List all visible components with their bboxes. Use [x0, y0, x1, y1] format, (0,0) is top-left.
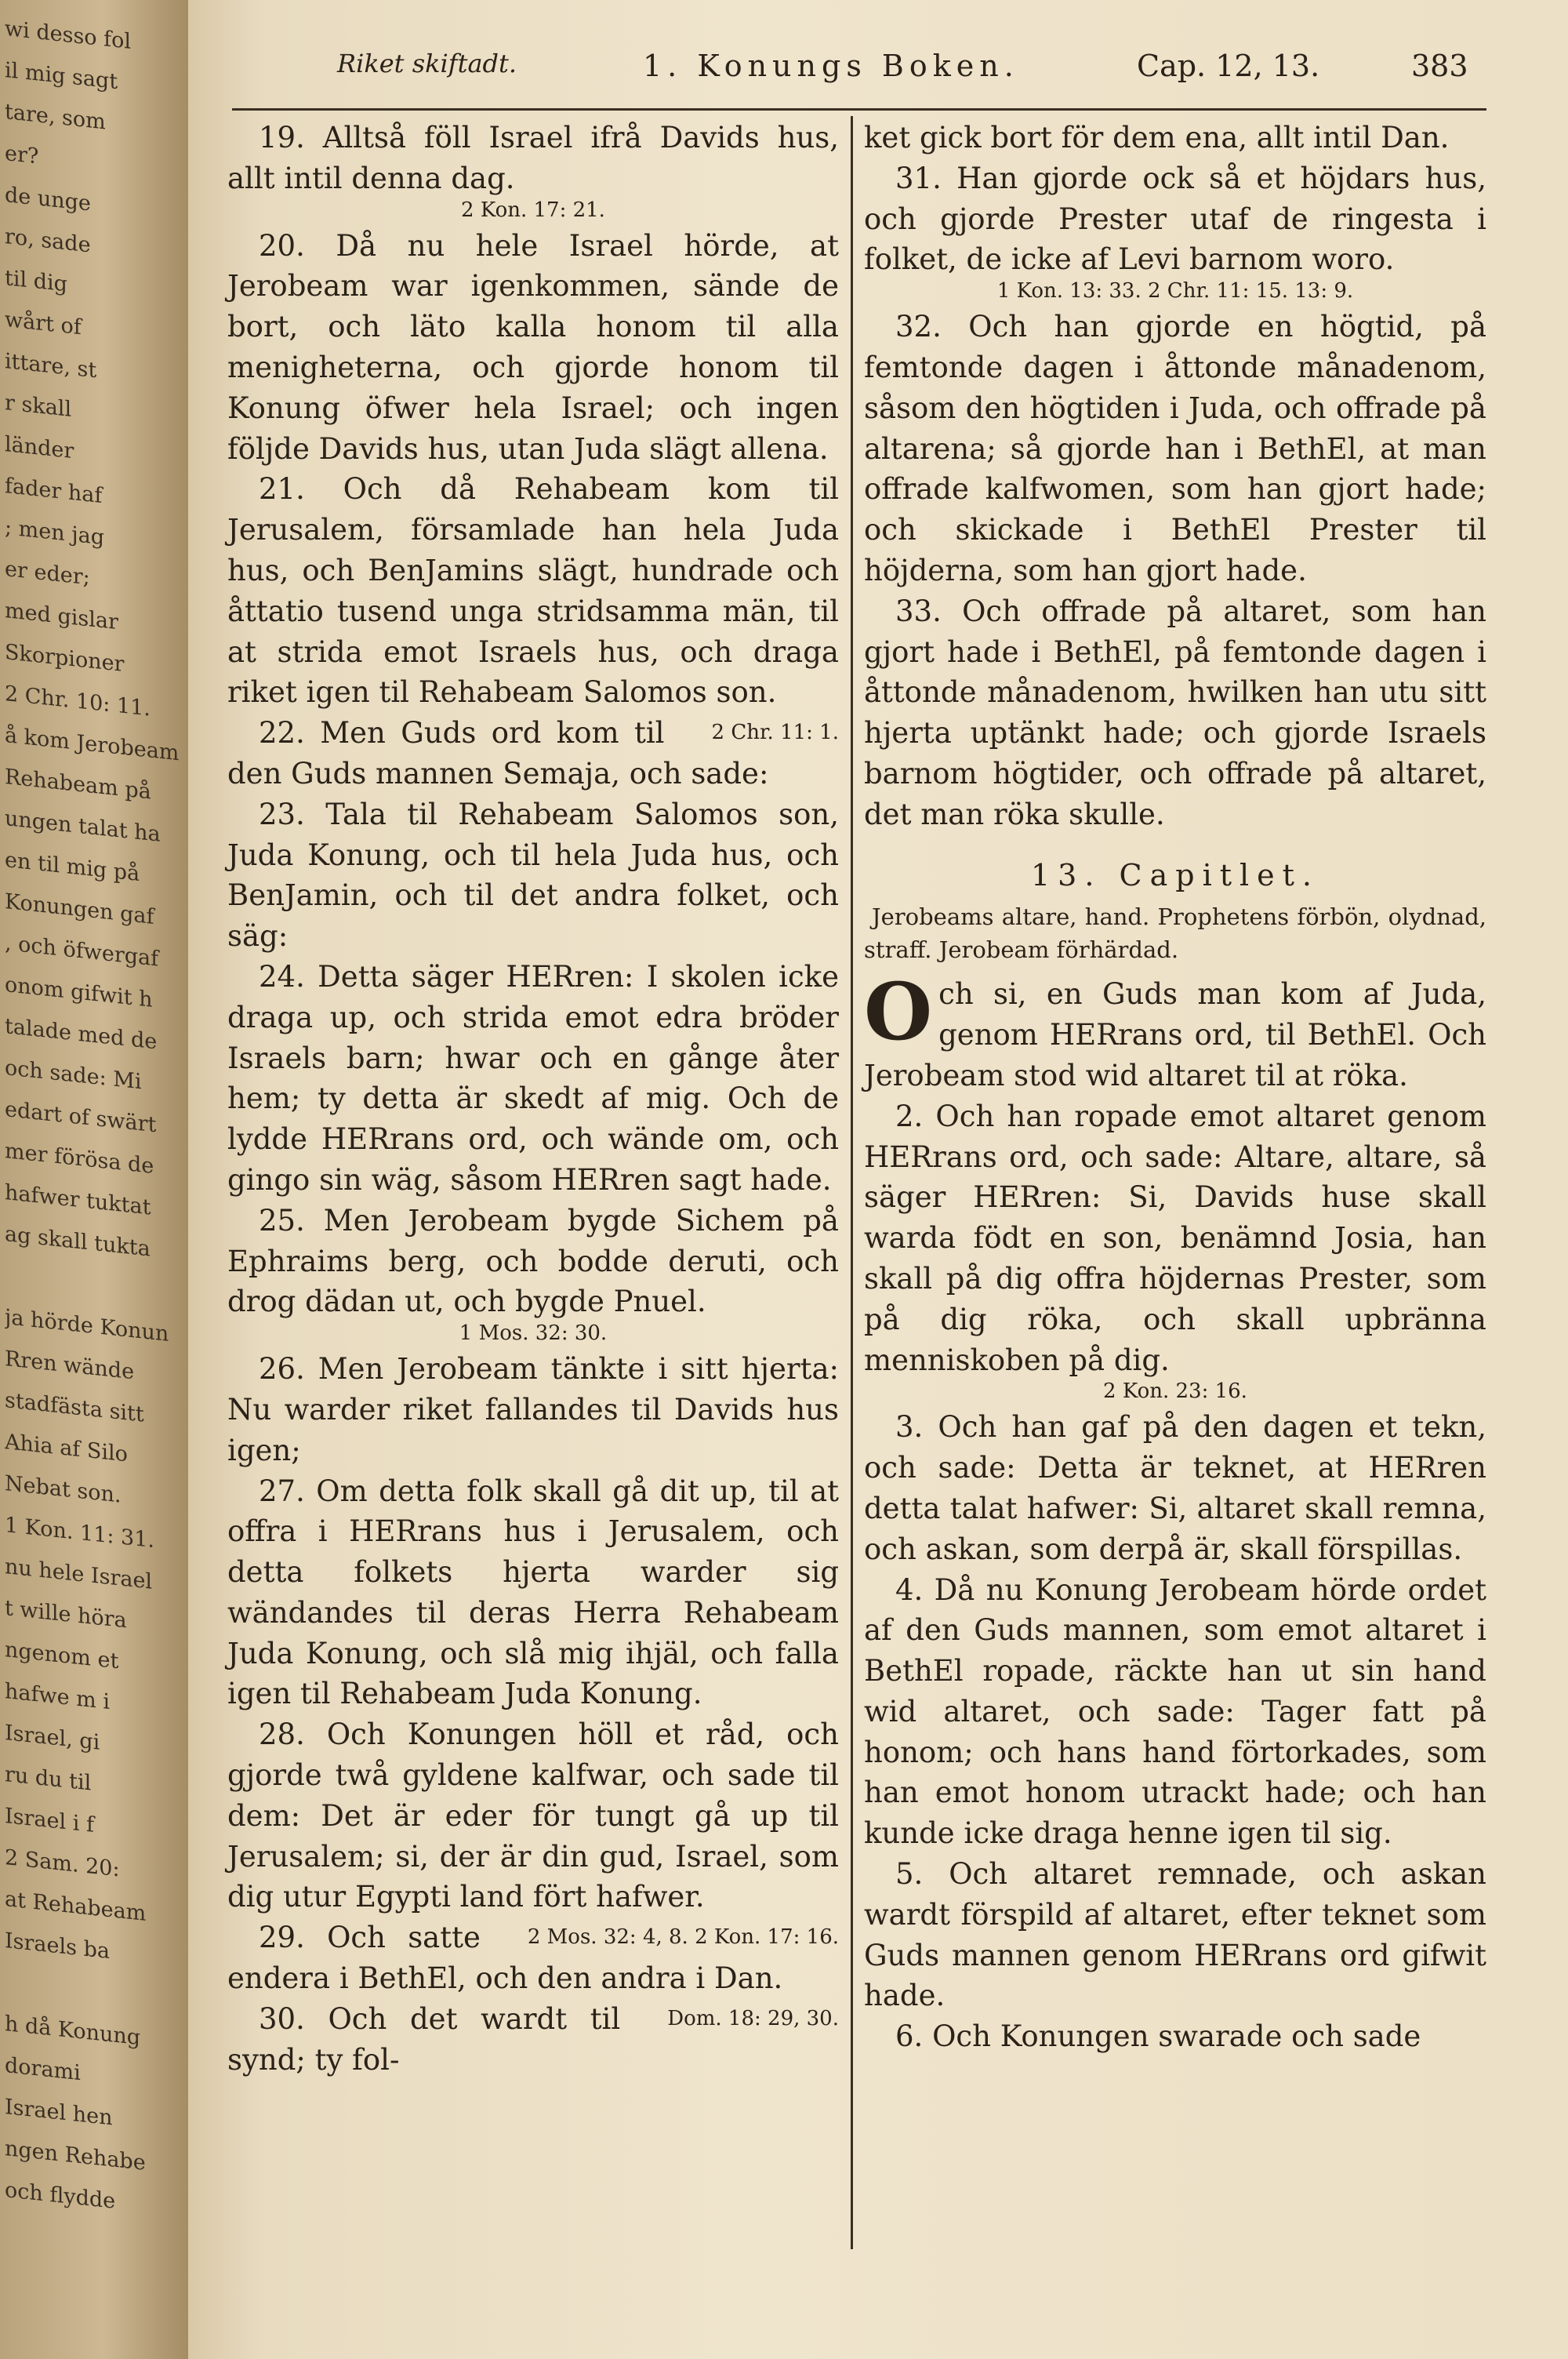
left-column — [227, 118, 839, 2080]
verse-text: 22. Men Guds ord kom til den Guds mannen Semaja, och sade: — [227, 716, 769, 791]
facing-page-line: Nebat son. — [5, 1471, 122, 1508]
facing-page-line: 1 Kon. 11: 31. — [5, 1513, 154, 1554]
verse-text: 29. Och satte endera i BethEl, och den andra i Dan. — [227, 1921, 783, 1996]
header-chapter: Cap. 12, 13. — [1137, 49, 1320, 83]
verse-1 — [864, 965, 1486, 1096]
chapter-13-verse — [864, 1096, 1486, 1381]
verse-text: 4. Då nu Konung Jerobeam hörde ordet af den Guds mannen, som emot altaret i BethEl ropade, räckte han ut sin hand wid altaret, och sade: Tager fatt på honom; och hans hand förtorkades, som han emot honom utrackt hade; och han kunde icke draga henne igen til sig. — [864, 1572, 1486, 1851]
facing-page-line: ittare, st — [5, 349, 97, 383]
verse-text: 20. Då nu hele Israel hörde, at Jerobeam war igenkommen, sände de bort, och läto kalla honom til alla menigheterna, och gjorde honom til Konung öfwer hela Israel; och ingen följde Davids hus, utan Juda slägt allena. — [227, 228, 839, 466]
facing-page-line: stadfästa sitt — [5, 1388, 144, 1427]
facing-page-line: , och öfwergaf — [5, 931, 159, 972]
verse-text: 24. Detta säger HERren: I skolen icke draga up, och strida emot edra bröder Israels barn; hwar och en gånge åter hem; ty detta är skedt af mig. Och de lydde HERrans ord, och wände om, och gingo sin wäg, såsom HERren sagt hade. — [227, 959, 839, 1197]
chapter-13-verse — [864, 1854, 1486, 2016]
running-header — [306, 49, 1497, 104]
facing-page-line: ro, sade — [5, 224, 91, 258]
facing-page-line: onom gifwit h — [5, 972, 153, 1012]
verse-text: 27. Om detta folk skall gå dit up, til at offra i HERrans hus i Jerusalem, och detta folkets hjerta warder sig wändandes til deras Herra Rehabeam Juda Konung, och slå mig ihjäl, och falla igen til Rehabeam Juda Konung. — [227, 1474, 839, 1711]
chapter-12-verse — [227, 1714, 839, 1950]
verse-text: 5. Och altaret remnade, och askan wardt förspild af altaret, efter teknet som Guds mannen genom HERrans ord gifwit hade. — [864, 1857, 1486, 2013]
cross-reference: 2 Kon. 23: 16. — [1103, 1379, 1247, 1404]
facing-page-line: ngenom et — [5, 1637, 119, 1674]
verse-text: 23. Tala til Rehabeam Salomos son, Juda Konung, och til hela Juda hus, och BenJamin, och til det andra folket, och säg: — [227, 797, 839, 954]
chapter-12-verse — [227, 118, 839, 199]
chapter-12-verse — [227, 226, 839, 470]
chapter-13-verse — [864, 1570, 1486, 1855]
verse-text: 21. Och då Rehabeam kom til Jerusalem, församlade han hela Juda hus, och BenJamins slägt, hundrade och åttatio tusend unga stridsamma män, til at strida emot Israels hus, och draga riket igen til Rehabeam Salomos son. — [227, 472, 839, 710]
facing-page-line: ag skall tukta — [5, 1222, 151, 1262]
facing-page-line: at Rehabeam — [5, 1887, 147, 1926]
verse-text: 32. Och han gjorde en högtid, på femtonde dagen i åttonde månadenom, såsom den högtiden i Juda, och offrade på altarena; så gjorde han i BethEl, at man offrade kalfwomen, som han gjort hade; och skickade i BethEl Prester til höjderna, som han gjort hade. — [864, 310, 1486, 587]
chapter-13-verse — [864, 1407, 1486, 1569]
facing-page-line: ngen Rehabe — [5, 2136, 146, 2175]
facing-page-line: er? — [5, 141, 39, 169]
facing-page-line: och flydde — [5, 2178, 116, 2214]
facing-page-line: med gislar — [5, 598, 118, 635]
facing-page-line: Rehabeam på — [5, 765, 151, 805]
chapter-12-verse — [227, 1349, 839, 1470]
facing-page-line: edart of swärt — [5, 1097, 157, 1138]
facing-page-line: en til mig på — [5, 848, 140, 887]
cross-reference: 2 Kon. 17: 21. — [461, 198, 605, 222]
chapter-12-verse — [227, 794, 839, 957]
facing-page-line: t wille höra — [5, 1596, 127, 1634]
chapter-summary: Jerobeams altare, hand. Prophetens förbön, olydnad, straff. Jerobeam förhärdad. — [864, 903, 1486, 964]
chapter-12-verse — [227, 469, 839, 745]
column-rule — [851, 116, 853, 2249]
facing-page-line: er eder; — [5, 557, 90, 591]
facing-page-line: dorami — [5, 2053, 81, 2086]
verse-text: 3. Och han gaf på den dagen et tekn, och sade: Detta är teknet, at HERren detta talat hafwer: Si, altaret skall remna, och askan, som derpå är, skall förspillas. — [864, 1410, 1486, 1566]
facing-page-line: Israel, gi — [5, 1721, 100, 1755]
facing-page-line: länder — [5, 432, 74, 464]
header-section-title: Riket skiftadt. — [337, 49, 517, 78]
header-rule — [232, 108, 1486, 111]
facing-page-line: och sade: Mi — [5, 1056, 142, 1095]
facing-page-line: hafwe m i — [5, 1679, 110, 1715]
facing-page-line: de unge — [5, 183, 91, 216]
facing-page-line: ; men jag — [5, 515, 104, 551]
cross-reference: 1 Kon. 13: 33. 2 Chr. 11: 15. 13: 9. — [996, 279, 1354, 304]
facing-page-line: ungen talat ha — [5, 806, 161, 847]
chapter-13-verse — [864, 2016, 1486, 2057]
chapter-12-verse — [227, 1471, 839, 1715]
drop-cap: O — [864, 965, 933, 1059]
facing-page-line: h då Konung — [5, 2012, 141, 2051]
facing-page-line: Konungen gaf — [5, 889, 154, 930]
facing-page-line: Israel hen — [5, 2095, 113, 2131]
facing-page-line: mer förösa de — [5, 1139, 154, 1179]
facing-page-text — [5, 8, 185, 2230]
facing-page-line: Skorpioner — [5, 640, 125, 678]
chapter-12-verse — [227, 957, 839, 1201]
facing-page-line: r skall — [5, 391, 72, 422]
facing-page-line: fader haf — [5, 474, 103, 509]
facing-page-line: nu hele Israel — [5, 1554, 153, 1594]
facing-page-line: ru du til — [5, 1762, 92, 1796]
facing-page-line: hafwer tuktat — [5, 1180, 151, 1220]
chapter-13-verses — [864, 1096, 1486, 2057]
verse-text: 2. Och han ropade emot altaret genom HERrans ord, och sade: Altare, altare, så säger HERren: Si, Davids huse skall warda födt en son, benämnd Josia, han skall på dig offra höjdernas Prester, som på dig röka, och skall upbränna menniskoben på dig. — [864, 1099, 1486, 1377]
verse-text: ket gick bort för dem ena, allt intil Dan. — [864, 121, 1450, 154]
chapter-12-verse — [864, 158, 1486, 280]
facing-page-line: 2 Chr. 10: 11. — [5, 682, 151, 722]
cross-reference: 2 Chr. 11: 1. — [711, 721, 839, 745]
chapter-12-verse — [864, 307, 1486, 591]
verse-text: 30. Och det wardt til synd; ty fol- — [227, 2001, 621, 2077]
facing-page-line: tare, som — [5, 100, 106, 135]
chapter-12-end — [864, 118, 1486, 835]
verse-text: 26. Men Jerobeam tänkte i sitt hjerta: Nu warder riket fallandes til Davids hus igen; — [227, 1352, 839, 1467]
verse-text: 33. Och offrade på altaret, som han gjort hade i BethEl, på femtonde dagen i åttonde månadenom, hwilken han utu sitt hjerta uptänkt hade; och gjorde Israels barnom högtider, och offrade på altaret, det man röka skulle. — [864, 594, 1486, 831]
chapter-12-verse — [227, 1201, 839, 1322]
facing-page-line: Ahia af Silo — [5, 1430, 128, 1467]
facing-page-line: til dig — [5, 266, 67, 297]
cross-reference: 1 Mos. 32: 30. — [459, 1321, 608, 1346]
cross-reference: 2 Mos. 32: 4, 8. 2 Kon. 17: 16. — [527, 1925, 839, 1950]
right-column — [864, 118, 1486, 2057]
page-number: 383 — [1411, 49, 1468, 83]
verse-text: 19. Alltså föll Israel ifrå Davids hus, allt intil denna dag. — [227, 121, 839, 195]
chapter-title: 13. Capitlet. — [1031, 857, 1319, 892]
facing-page-line: talade med de — [5, 1014, 158, 1055]
facing-page-line: Israels ba — [5, 1928, 110, 1965]
verse-1-text: ch si, en Guds man kom af Juda, genom HERrans ord, til BethEl. Och Jerobeam stod wid altaret til at röka. — [864, 977, 1486, 1092]
facing-page-line: wi desso fol — [5, 16, 132, 54]
chapter-12-verse — [864, 591, 1486, 835]
verse-text: 6. Och Konungen swarade och sade — [895, 2019, 1421, 2054]
verse-text: 28. Och Konungen höll et råd, och gjorde twå gyldene kalfwar, och sade til dem: Det är eder för tungt gå up til Jerusalem; si, der är din gud, Israel, som dig utur Egypti land fört hafwer. — [227, 1717, 839, 1914]
facing-page-line: Israel i f — [5, 1804, 94, 1837]
cross-reference: Dom. 18: 29, 30. — [667, 2006, 839, 2030]
verse-text: 25. Men Jerobeam bygde Sichem på Ephraims berg, och bodde deruti, och drog dädan ut, och bygde Pnuel. — [227, 1203, 839, 1319]
header-book-title: 1. Konungs Boken. — [643, 49, 1019, 83]
chapter-12-verse — [864, 118, 1486, 158]
facing-page-line: il mig sagt — [5, 58, 118, 95]
facing-page-line: wårt of — [5, 307, 82, 340]
verse-text: 31. Han gjorde ock så et höjdars hus, och gjorde Prester utaf de ringesta i folket, de icke af Levi barnom woro. — [864, 161, 1486, 277]
facing-page-line: å kom Jerobeam — [5, 723, 180, 766]
facing-page-line: ja hörde Konun — [5, 1305, 169, 1347]
facing-page-gutter — [0, 0, 188, 2359]
facing-page-line: Rren wände — [5, 1347, 135, 1385]
facing-page-line: 2 Sam. 20: — [5, 1845, 120, 1882]
